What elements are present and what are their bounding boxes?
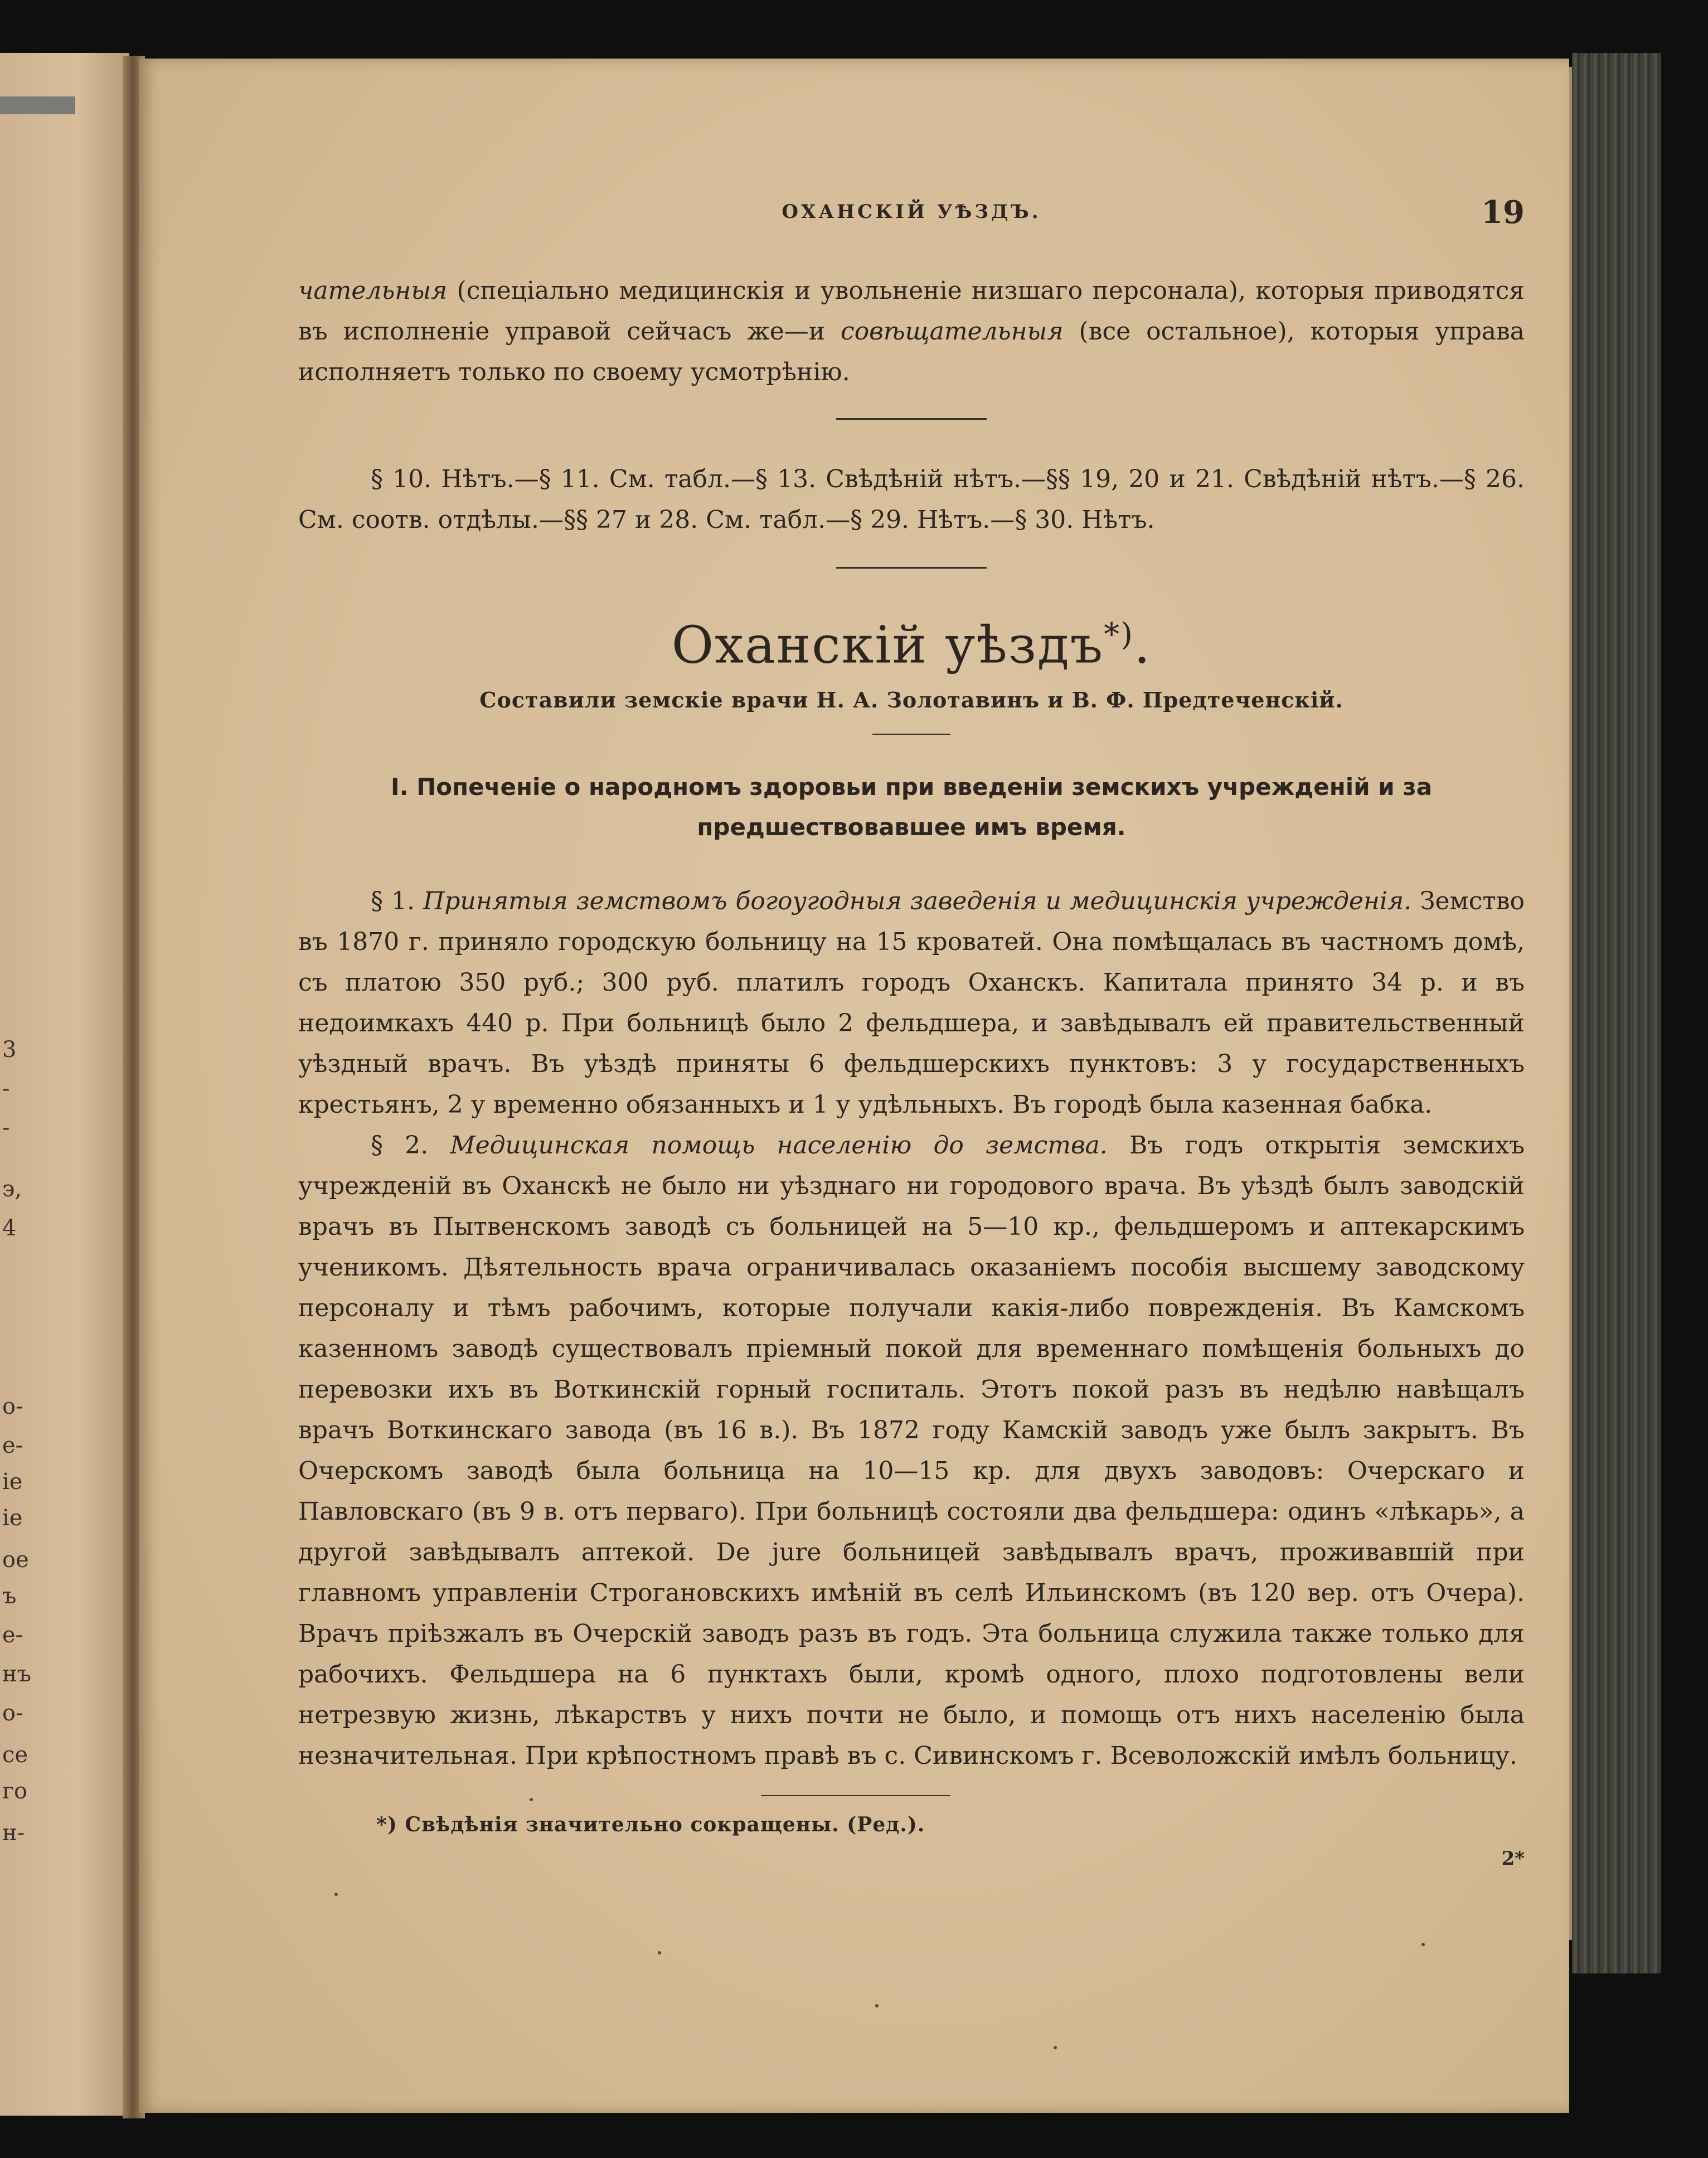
page-content: [298, 194, 1525, 1870]
margin-fragment: 4: [2, 1215, 17, 1241]
running-head: ОХАНСКІЙ УѢЗДЪ.: [782, 201, 1041, 223]
page-number: 19: [1481, 194, 1525, 231]
margin-fragment: ie: [2, 1505, 23, 1531]
margin-fragment: нъ: [2, 1661, 32, 1687]
divider: [836, 418, 987, 420]
signature-mark: 2*: [1501, 1847, 1525, 1870]
paragraph-label: § 1.: [371, 886, 415, 915]
paragraph-label: § 2.: [371, 1131, 429, 1160]
chapter-title: [298, 604, 1525, 676]
divider: [836, 567, 987, 569]
divider: [872, 734, 950, 735]
paragraph-text: (спеціально медицинскія и увольненіе низшаго персонала), которыя приводятся въ исполненіе управой сейчасъ же—и: [298, 277, 1525, 346]
margin-fragment: 3: [2, 1037, 17, 1063]
footnote: *) Свѣдѣнія значительно сокращены. (Ред.).: [376, 1812, 925, 1836]
paragraph-2: [298, 1125, 1525, 1776]
page-header: [298, 194, 1525, 234]
margin-fragment: е-: [2, 1622, 23, 1648]
section-references: § 10. Нѣтъ.—§ 11. См. табл.—§ 13. Свѣдѣній нѣтъ.—§§ 19, 20 и 21. Свѣдѣній нѣтъ.—§ 26. См. соотв. отдѣлы.—§§ 27 и 28. См. табл.—§ 29. Нѣтъ.—§ 30. Нѣтъ.: [298, 465, 1525, 534]
margin-fragment: -: [2, 1115, 10, 1141]
paragraph-text: (все остальное), которыя управа исполняетъ только по своему усмотрѣнію.: [298, 317, 1525, 386]
footnote-divider: [761, 1795, 950, 1796]
paragraph-1: [298, 881, 1525, 1125]
margin-fragment: се: [2, 1742, 28, 1768]
italic-term: совѣщательныя: [841, 317, 1064, 346]
margin-fragment: -: [2, 1076, 10, 1102]
margin-fragment: ое: [2, 1547, 29, 1573]
authors-line: Составили земскіе врачи Н. А. Золотавинъ и В. Ф. Предтеченскій.: [479, 687, 1343, 712]
footnote-marker: *): [1104, 617, 1134, 653]
continuation-paragraph: [298, 270, 1525, 392]
book-cover-edge: [0, 96, 75, 114]
margin-fragment: э,: [2, 1176, 22, 1202]
left-facing-page: [0, 53, 129, 2116]
book-page: [139, 59, 1569, 2113]
italic-heading: Принятыя земствомъ богоугодныя заведенія и медицинскія учрежденія.: [423, 886, 1412, 915]
margin-fragment: о-: [2, 1700, 23, 1726]
margin-fragment: ъ: [2, 1583, 17, 1609]
italic-heading: Медицинская помощь населенію до земства.: [450, 1131, 1108, 1160]
chapter-title-end: .: [1134, 615, 1152, 675]
paragraph-text: Въ годъ открытія земскихъ учрежденій въ Оханскѣ не было ни уѣзднаго ни городового врача. Въ уѣздѣ былъ заводскій врачъ въ Пытвенскомъ заводѣ съ больницей на 5—10 кр., фельдшеромъ и аптекарскимъ ученикомъ. Дѣятельность врача ограничивалась оказаніемъ пособія высшему заводскому персоналу и тѣмъ рабочимъ, которые получали какія-либо поврежденія. Въ Камскомъ казенномъ заводѣ существовалъ пріемный покой для временнаго помѣщенія больныхъ до перевозки ихъ въ Воткинскій горный госпиталь. Этотъ покой разъ въ недѣлю навѣщалъ врачъ Воткинскаго завода (въ 16 в.). Въ 1872 году Камскій заводъ уже былъ закрытъ. Въ Очерскомъ заводѣ была больница на 10—15 кр. для двухъ заводовъ: Очерскаго и Павловскаго (въ 9 в. отъ перваго). При больницѣ состояли два фельдшера: одинъ «лѣкарь», а другой завѣдывалъ аптекой. De jure больницей завѣдывалъ врачъ, проживавшій при главномъ управленіи Строгановскихъ имѣній въ селѣ Ильинскомъ (въ 120 вер. отъ Очера). Врачъ пріѣзжалъ въ Очерскій заводъ разъ въ годъ. Эта больница служила также только для рабочихъ. Фельдшера на 6 пунктахъ были, кромѣ одного, плохо подготовлены вели нетрезвую жизнь, лѣкарствъ у нихъ почти не было, и помощь отъ нихъ населенію была незначительная. При крѣпостномъ правѣ въ с. Сивинскомъ г. Всеволожскій имѣлъ больницу.: [298, 1131, 1525, 1770]
italic-term: чательныя: [298, 277, 448, 305]
paragraph-text: Земство въ 1870 г. приняло городскую больницу на 15 кроватей. Она помѣщалась въ частномъ домѣ, съ платою 350 руб.; 300 руб. платилъ городъ Оханскъ. Капитала принято 34 р. и въ недоимкахъ 440 р. При больницѣ было 2 фельдшера, и завѣдывалъ ей правительственный уѣздный врачъ. Въ уѣздѣ приняты 6 фельдшерскихъ пунктовъ: 3 у государственныхъ крестьянъ, 2 у временно обязанныхъ и 1 у удѣльныхъ. Въ городѣ была казенная бабка.: [298, 886, 1525, 1119]
book-spine-edge: [1572, 53, 1661, 1973]
section-heading-line1: I. Попеченіе о народномъ здоровьи при введеніи земскихъ учрежденій и за: [390, 773, 1433, 801]
chapter-title-text: Оханскій уѣздъ: [671, 615, 1104, 675]
margin-fragment: ie: [2, 1469, 23, 1495]
margin-fragment: о-: [2, 1394, 23, 1419]
margin-fragment: е-: [2, 1433, 23, 1458]
section-heading: [298, 767, 1525, 847]
section-heading-line2: предшествовавшее имъ время.: [697, 813, 1126, 841]
margin-fragment: н-: [2, 1820, 25, 1846]
margin-fragment: го: [2, 1778, 28, 1804]
